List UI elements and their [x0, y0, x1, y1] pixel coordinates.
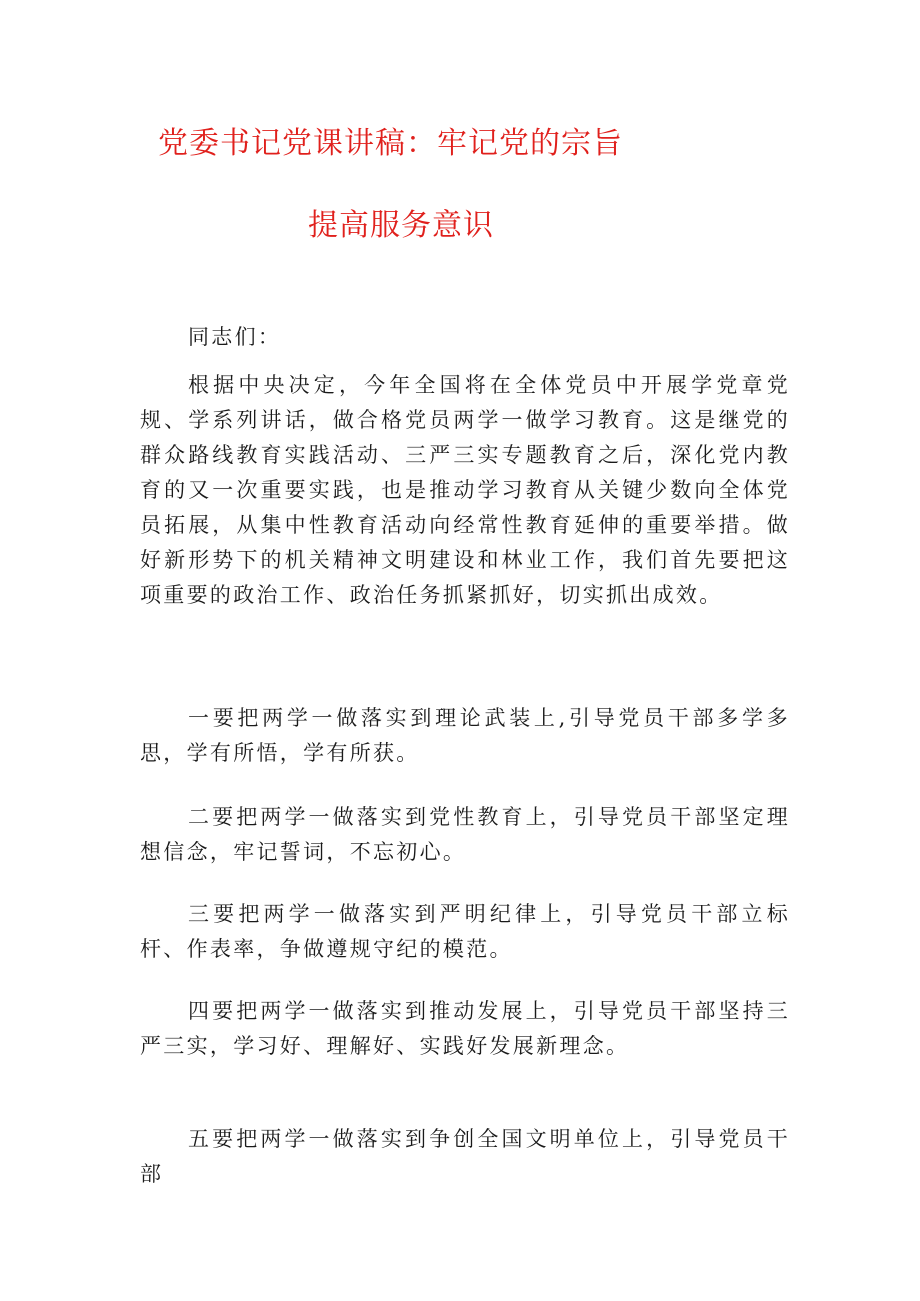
paragraph-point-5 [140, 1122, 790, 1192]
paragraph-text: 二要把两学一做落实到党性教育上，引导党员干部坚定理想信念，牢记誓词，不忘初心。 [140, 805, 790, 864]
paragraph-point-4 [140, 994, 790, 1064]
greeting [140, 320, 790, 355]
paragraph-text: 三要把两学一做落实到严明纪律上，引导党员干部立标杆、作表率，争做遵规守纪的模范。 [140, 902, 790, 961]
document-title-line-2: 提高服务意识 [308, 208, 494, 243]
paragraph-point-1 [140, 701, 790, 771]
paragraph-text: 根据中央决定，今年全国将在全体党员中开展学党章党规、学系列讲话，做合格党员两学一做学习教育。这是继党的群众路线教育实践活动、三严三实专题教育之后，深化党内教育的又一次重要实践，也是推动学习教育从关键少数向全体党员拓展，从集中性教育活动向经常性教育延伸的重要举措。做好新形势下的机关精神文明建设和林业工作，我们首先要把这项重要的政治工作、政治任务抓紧抓好，切实抓出成效。 [140, 373, 790, 607]
paragraph-point-2 [140, 800, 790, 870]
document-title-line-1: 党委书记党课讲稿：牢记党的宗旨 [158, 126, 623, 161]
paragraph-intro [140, 368, 790, 613]
paragraph-text: 一要把两学一做落实到理论武装上,引导党员干部多学多思，学有所悟，学有所获。 [140, 706, 790, 765]
paragraph-point-3 [140, 897, 790, 967]
greeting-text: 同志们： [188, 325, 282, 349]
paragraph-text: 五要把两学一做落实到争创全国文明单位上，引导党员干部 [140, 1127, 790, 1186]
paragraph-text: 四要把两学一做落实到推动发展上，引导党员干部坚持三严三实，学习好、理解好、实践好发展新理念。 [140, 999, 790, 1058]
